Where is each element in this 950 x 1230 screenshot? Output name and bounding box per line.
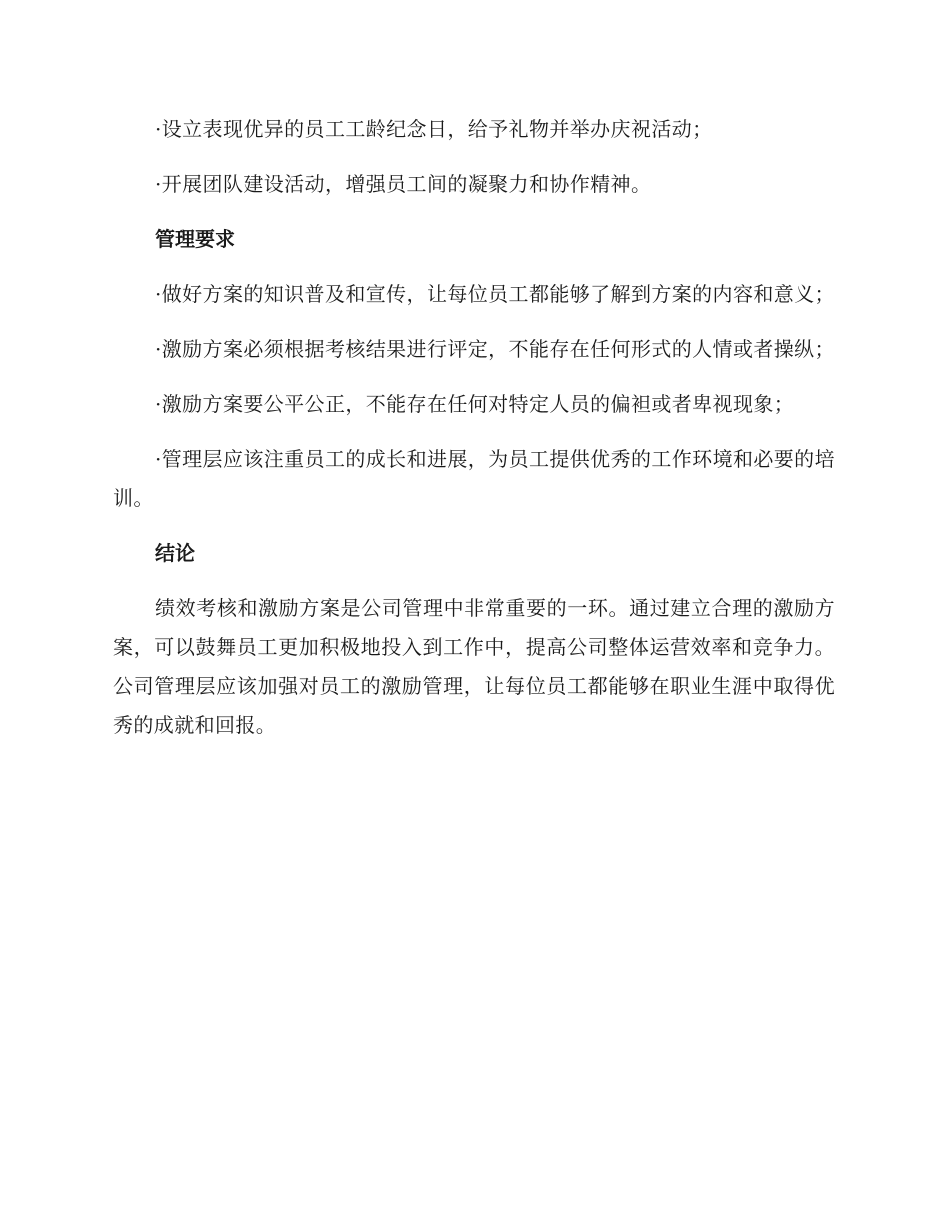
- management-item-growth: ·管理层应该注重员工的成长和进展，为员工提供优秀的工作环境和必要的培训。: [113, 447, 835, 510]
- section-heading-management: 管理要求: [155, 227, 235, 251]
- management-item-evaluation: ·激励方案必须根据考核结果进行评定，不能存在任何形式的人情或者操纵；: [155, 337, 835, 361]
- document-body: [113, 110, 835, 761]
- bullet-anniversary: ·设立表现优异的员工工龄纪念日，给予礼物并举办庆祝活动；: [155, 117, 713, 141]
- section-heading-conclusion: 结论: [155, 541, 195, 565]
- bullet-team-building: ·开展团队建设活动，增强员工间的凝聚力和协作精神。: [155, 172, 652, 196]
- conclusion-paragraph: 绩效考核和激励方案是公司管理中非常重要的一环。通过建立合理的激励方案，可以鼓舞员工更加积极地投入到工作中，提高公司整体运营效率和竞争力。公司管理层应该加强对员工的激励管理，让每位员工都能够在职业生涯中取得优秀的成就和回报。: [113, 596, 835, 737]
- management-item-fairness: ·激励方案要公平公正，不能存在任何对特定人员的偏袒或者卑视现象；: [155, 392, 795, 416]
- management-item-publicity: ·做好方案的知识普及和宣传，让每位员工都能够了解到方案的内容和意义；: [155, 282, 835, 306]
